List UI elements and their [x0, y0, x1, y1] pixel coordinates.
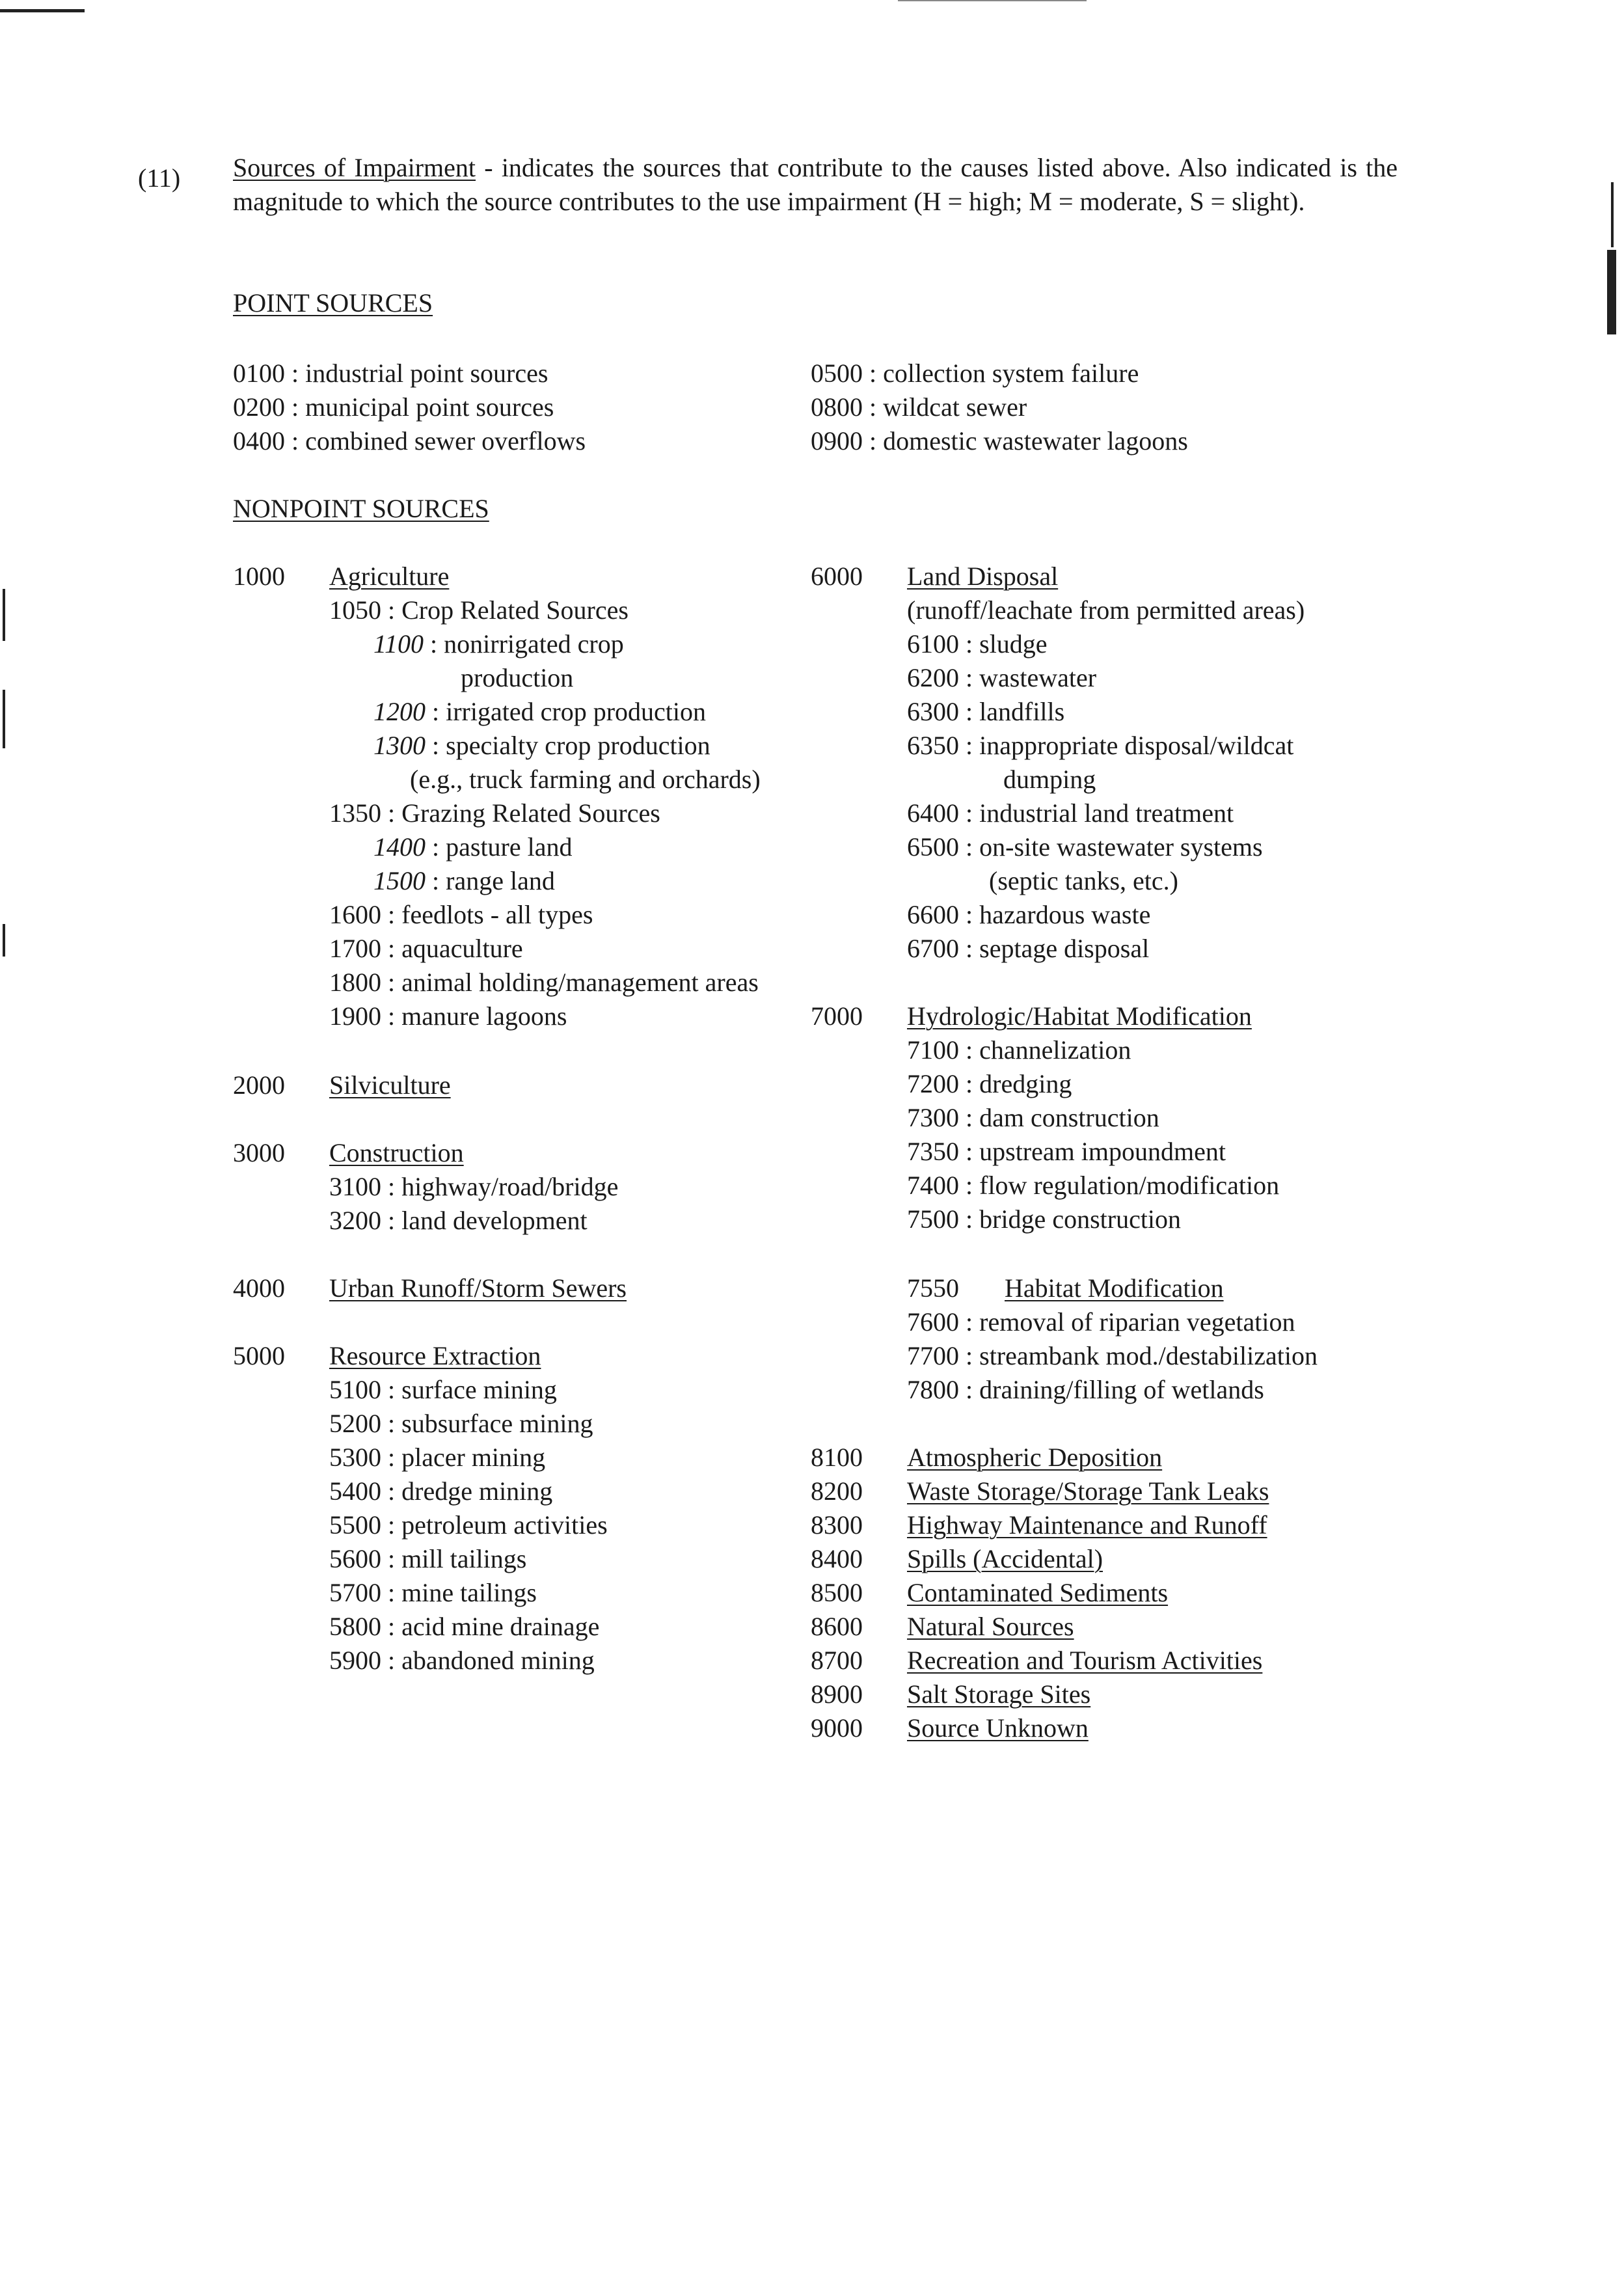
category-code: 8300: [811, 1510, 863, 1540]
source-item: 1700 : aquaculture: [329, 934, 523, 963]
source-item: 1800 : animal holding/management areas: [329, 968, 759, 997]
category-title: Spills (Accidental): [907, 1544, 1103, 1573]
category-code: 5000: [233, 1341, 285, 1370]
source-item: 1300 : specialty crop production: [373, 731, 710, 760]
source-item: 5900 : abandoned mining: [329, 1646, 595, 1675]
category-title: Agriculture: [329, 562, 450, 591]
subcategory-title: Habitat Modification: [1005, 1273, 1224, 1303]
source-item-continuation: (e.g., truck farming and orchards): [410, 765, 761, 794]
point-source-item: 0500 : collection system failure: [811, 359, 1139, 388]
source-item: 6600 : hazardous waste: [907, 900, 1151, 929]
scan-mark-top-right: [898, 0, 1087, 1]
category-code: 8100: [811, 1443, 863, 1472]
scan-mark-left-3: [3, 924, 5, 957]
source-item: 5800 : acid mine drainage: [329, 1612, 600, 1641]
source-item: 6200 : wastewater: [907, 663, 1097, 692]
source-item: 7300 : dam construction: [907, 1103, 1159, 1132]
source-item: 6100 : sludge: [907, 629, 1048, 659]
source-item: 6500 : on-site wastewater systems: [907, 832, 1263, 862]
source-item: 3200 : land development: [329, 1206, 588, 1235]
source-item: 7800 : draining/filling of wetlands: [907, 1375, 1264, 1404]
source-item: 5500 : petroleum activities: [329, 1510, 608, 1540]
intro-paragraph: [233, 151, 1398, 219]
category-title: Source Unknown: [907, 1713, 1089, 1743]
source-item-continuation: production: [461, 663, 574, 692]
scan-mark-right-bar: [1607, 250, 1616, 334]
category-title: Salt Storage Sites: [907, 1679, 1091, 1709]
category-code: 8700: [811, 1646, 863, 1675]
point-source-item: 0200 : municipal point sources: [233, 392, 554, 422]
category-title: Resource Extraction: [329, 1341, 541, 1370]
source-item: 1050 : Crop Related Sources: [329, 595, 629, 625]
source-item: 1500 : range land: [373, 866, 555, 895]
scan-mark-right-line: [1611, 182, 1614, 247]
category-code: 2000: [233, 1070, 285, 1100]
source-item: 7200 : dredging: [907, 1069, 1072, 1098]
category-code: 6000: [811, 562, 863, 591]
category-title: Silviculture: [329, 1070, 451, 1100]
category-title: Land Disposal: [907, 562, 1059, 591]
category-note: (runoff/leachate from permitted areas): [907, 595, 1305, 625]
category-title: Highway Maintenance and Runoff: [907, 1510, 1267, 1540]
source-item: 6400 : industrial land treatment: [907, 798, 1234, 828]
source-item: 7500 : bridge construction: [907, 1204, 1182, 1234]
category-code: 8900: [811, 1679, 863, 1709]
scan-mark-top-left: [0, 9, 85, 12]
category-title: Hydrologic/Habitat Modification: [907, 1001, 1252, 1031]
source-item: 7700 : streambank mod./destabilization: [907, 1341, 1318, 1370]
category-code: 9000: [811, 1713, 863, 1743]
category-code: 8200: [811, 1476, 863, 1506]
source-item: 7600 : removal of riparian vegetation: [907, 1307, 1295, 1337]
point-sources-heading: POINT SOURCES: [233, 288, 433, 318]
source-item: 1350 : Grazing Related Sources: [329, 798, 660, 828]
category-code: 1000: [233, 562, 285, 591]
source-item: 1600 : feedlots - all types: [329, 900, 593, 929]
nonpoint-sources-heading: NONPOINT SOURCES: [233, 494, 489, 523]
source-item-continuation: (septic tanks, etc.): [989, 866, 1178, 895]
scan-mark-left-1: [3, 589, 5, 641]
source-item: 1900 : manure lagoons: [329, 1001, 567, 1031]
category-title: Waste Storage/Storage Tank Leaks: [907, 1476, 1269, 1506]
category-code: 3000: [233, 1138, 285, 1167]
source-item: 7400 : flow regulation/modification: [907, 1171, 1280, 1200]
source-item: 5700 : mine tailings: [329, 1578, 537, 1607]
category-code: 8500: [811, 1578, 863, 1607]
source-item: 7100 : channelization: [907, 1035, 1131, 1065]
source-item: 1400 : pasture land: [373, 832, 573, 862]
category-title: Atmospheric Deposition: [907, 1443, 1163, 1472]
category-code: 4000: [233, 1273, 285, 1303]
category-title: Recreation and Tourism Activities: [907, 1646, 1263, 1675]
scan-mark-left-2: [3, 690, 5, 748]
subcategory-code: 7550: [907, 1273, 959, 1303]
source-item: 1100 : nonirrigated crop: [373, 629, 624, 659]
category-title: Natural Sources: [907, 1612, 1074, 1641]
point-source-item: 0400 : combined sewer overflows: [233, 426, 586, 455]
category-code: 7000: [811, 1001, 863, 1031]
source-item: 6700 : septage disposal: [907, 934, 1150, 963]
source-item-continuation: dumping: [1003, 765, 1096, 794]
intro-text: - indicates the sources that contribute to the causes listed above. Also indicated is the magnitude to which the source contributes to the use impairment (H = high; M = moderate, S = slight).: [233, 153, 1398, 216]
point-source-item: 0800 : wildcat sewer: [811, 392, 1027, 422]
source-item: 5400 : dredge mining: [329, 1476, 553, 1506]
source-item: 5600 : mill tailings: [329, 1544, 527, 1573]
source-item: 7350 : upstream impoundment: [907, 1137, 1226, 1166]
point-source-item: 0100 : industrial point sources: [233, 359, 548, 388]
source-item: 1200 : irrigated crop production: [373, 697, 706, 726]
category-title: Urban Runoff/Storm Sewers: [329, 1273, 627, 1303]
source-item: 5300 : placer mining: [329, 1443, 546, 1472]
source-item: 6300 : landfills: [907, 697, 1065, 726]
source-item: 5100 : surface mining: [329, 1375, 557, 1404]
item-number: (11): [138, 163, 181, 193]
source-item: 3100 : highway/road/bridge: [329, 1172, 619, 1201]
category-code: 8400: [811, 1544, 863, 1573]
category-code: 8600: [811, 1612, 863, 1641]
source-item: 6350 : inappropriate disposal/wildcat: [907, 731, 1294, 760]
point-source-item: 0900 : domestic wastewater lagoons: [811, 426, 1188, 455]
category-title: Contaminated Sediments: [907, 1578, 1169, 1607]
category-title: Construction: [329, 1138, 464, 1167]
intro-term: Sources of Impairment: [233, 153, 476, 182]
source-item: 5200 : subsurface mining: [329, 1409, 593, 1438]
